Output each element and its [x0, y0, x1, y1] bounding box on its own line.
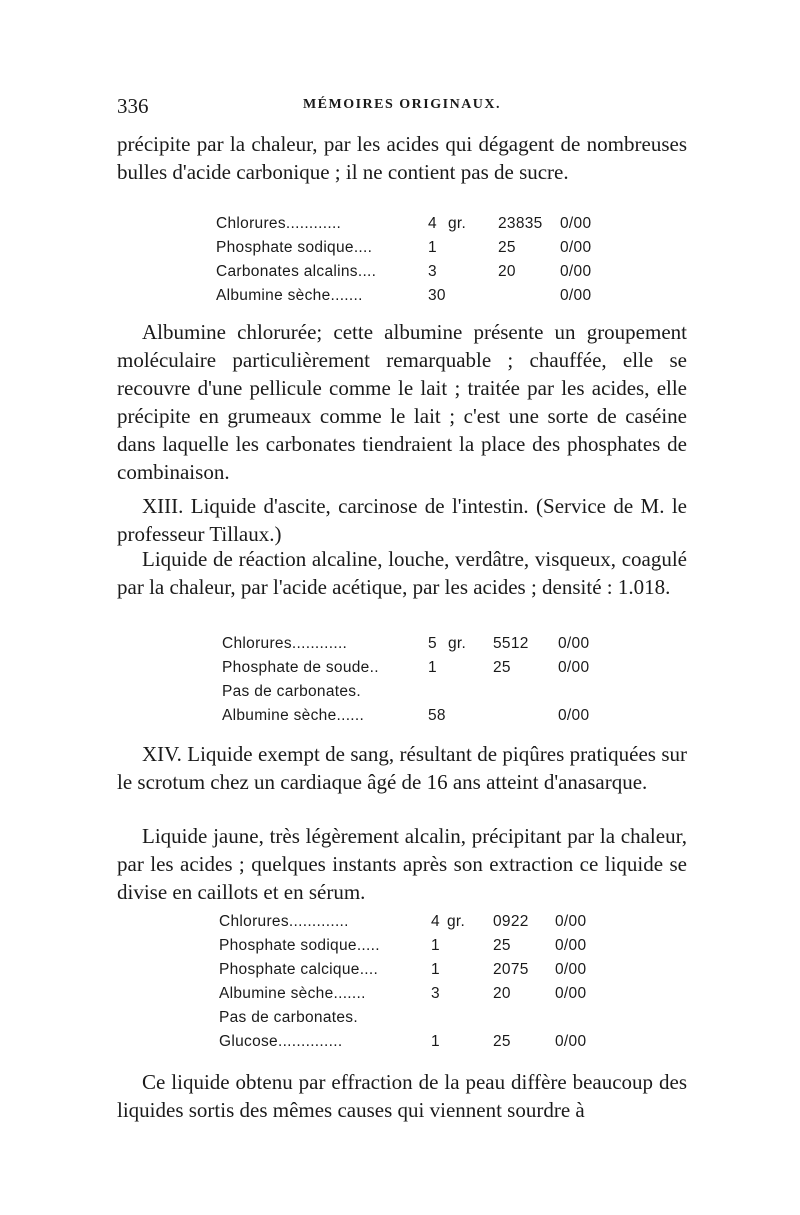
value-decimal: 25 [493, 1033, 511, 1050]
value-integer: 5 [428, 635, 437, 652]
value-unit [448, 284, 498, 308]
value-decimal: 25 [493, 937, 511, 954]
table-row [222, 680, 608, 704]
row-label: Carbonates alcalins.... [216, 263, 377, 280]
per-mille [555, 1006, 605, 1030]
value-decimal: 5512 [493, 635, 529, 652]
per-mille: 0/00 [558, 635, 590, 652]
per-mille: 0/00 [555, 1033, 587, 1050]
table-row [219, 958, 605, 982]
value-integer: 1 [428, 239, 437, 256]
value-decimal: 25 [493, 659, 511, 676]
paragraph-3-case-xiii: XIII. Liquide d'ascite, carcinose de l'intestin. (Service de M. le professeur Tillaux.) [117, 494, 687, 546]
table-row [222, 632, 608, 656]
page-header [117, 94, 687, 122]
row-label: Chlorures............ [216, 215, 342, 232]
running-head: MÉMOIRES ORIGINAUX. [302, 97, 502, 112]
table-row [216, 260, 610, 284]
per-mille: 0/00 [555, 937, 587, 954]
table-row [216, 284, 610, 308]
value-decimal [493, 704, 558, 728]
value-integer: 4 [431, 913, 440, 930]
analysis-table-3 [219, 910, 605, 1054]
value-decimal: 20 [493, 985, 511, 1002]
per-mille: 0/00 [555, 985, 587, 1002]
value-integer: 1 [431, 937, 440, 954]
value-decimal [498, 284, 560, 308]
row-label: Pas de carbonates. [219, 1009, 358, 1026]
value-unit [447, 1006, 493, 1030]
table-row [219, 1006, 605, 1030]
value-integer: 4 [428, 215, 437, 232]
row-label: Glucose.............. [219, 1033, 343, 1050]
value-integer: 58 [428, 707, 446, 724]
table-row [222, 704, 608, 728]
analysis-table-1 [216, 212, 610, 308]
row-label: Albumine sèche....... [219, 985, 366, 1002]
value-unit: gr. [448, 215, 467, 232]
value-decimal: 0922 [493, 913, 529, 930]
row-label: Phosphate sodique.... [216, 239, 373, 256]
per-mille: 0/00 [560, 287, 592, 304]
table-row [216, 236, 610, 260]
value-unit: gr. [448, 635, 467, 652]
per-mille [558, 680, 608, 704]
table-row [219, 910, 605, 934]
row-label: Albumine sèche....... [216, 287, 363, 304]
row-label: Albumine sèche...... [222, 707, 365, 724]
analysis-table-2 [222, 632, 608, 728]
value-unit [448, 680, 493, 704]
table-row [219, 934, 605, 958]
paragraph-5-case-xiv: XIV. Liquide exempt de sang, résultant de piqûres pratiquées sur le scrotum chez un cardiaque âgé de 16 ans atteint d'anasarque. [117, 742, 687, 794]
value-integer: 1 [428, 659, 437, 676]
per-mille: 0/00 [555, 961, 587, 978]
paragraph-4: Liquide de réaction alcaline, louche, verdâtre, visqueux, coagulé par la chaleur, par l'acide acétique, par les acides ; densité : 1.018. [117, 547, 687, 599]
value-unit [447, 934, 493, 958]
paragraph-2: Albumine chlorurée; cette albumine présente un groupement moléculaire particulièrement remarquable ; chauffée, elle se recouvre d'une pellicule comme le lait ; traitée par les acides, elle précipite en grumeaux comme le lait ; c'est une sorte de caséine dans laquelle les carbonates tiendraient la place des phosphates de combinaison. [117, 320, 687, 484]
paragraph-1: précipite par la chaleur, par les acides qui dégagent de nombreuses bulles d'acide carbonique ; il ne contient pas de sucre. [117, 132, 687, 184]
value-integer [428, 680, 448, 704]
value-unit [448, 236, 498, 260]
value-decimal: 20 [498, 263, 516, 280]
value-unit [447, 958, 493, 982]
row-label: Phosphate de soude.. [222, 659, 379, 676]
row-label: Pas de carbonates. [222, 683, 361, 700]
per-mille: 0/00 [558, 707, 590, 724]
page-number: 336 [117, 94, 149, 118]
value-unit [447, 982, 493, 1006]
table-row [219, 982, 605, 1006]
value-decimal [493, 680, 558, 704]
value-unit [448, 260, 498, 284]
value-decimal: 23835 [498, 215, 543, 232]
per-mille: 0/00 [558, 659, 590, 676]
value-unit [448, 656, 493, 680]
table-row [219, 1030, 605, 1054]
row-label: Chlorures............. [219, 913, 349, 930]
value-integer: 3 [428, 263, 437, 280]
row-label: Phosphate sodique..... [219, 937, 380, 954]
value-decimal: 2075 [493, 961, 529, 978]
value-integer: 1 [431, 961, 440, 978]
value-unit [447, 1030, 493, 1054]
per-mille: 0/00 [560, 239, 592, 256]
value-integer: 3 [431, 985, 440, 1002]
value-unit: gr. [447, 913, 466, 930]
value-integer: 30 [428, 287, 446, 304]
value-integer: 1 [431, 1033, 440, 1050]
value-integer [431, 1006, 447, 1030]
value-unit [448, 704, 493, 728]
row-label: Chlorures............ [222, 635, 348, 652]
per-mille: 0/00 [560, 263, 592, 280]
per-mille: 0/00 [555, 913, 587, 930]
value-decimal: 25 [498, 239, 516, 256]
table-row [216, 212, 610, 236]
paragraph-6: Liquide jaune, très légèrement alcalin, précipitant par la chaleur, par les acides ; quelques instants après son extraction ce liquide se divise en caillots et en sérum. [117, 824, 687, 904]
paragraph-7: Ce liquide obtenu par effraction de la peau diffère beaucoup des liquides sortis des mêmes causes qui viennent sourdre à [117, 1070, 687, 1122]
per-mille: 0/00 [560, 215, 592, 232]
value-decimal [493, 1006, 555, 1030]
table-row [222, 656, 608, 680]
row-label: Phosphate calcique.... [219, 961, 379, 978]
